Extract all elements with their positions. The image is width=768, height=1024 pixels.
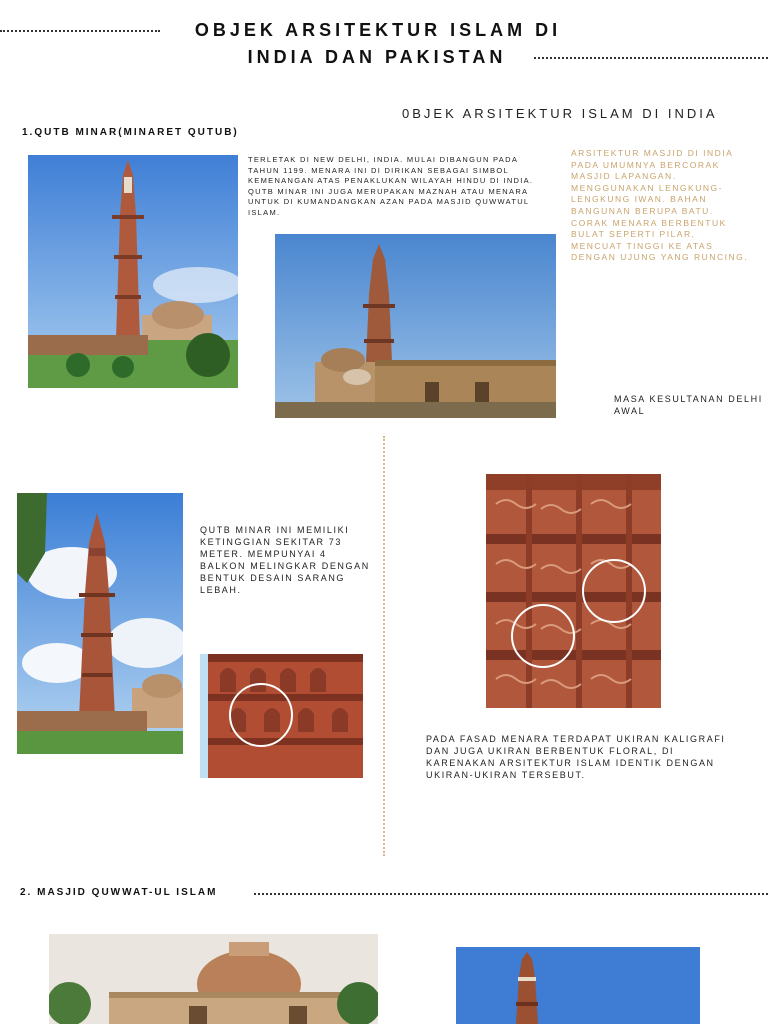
page-title-line1: OBJEK ARSITEKTUR ISLAM DI — [194, 20, 562, 40]
title-rule-left — [0, 30, 160, 32]
section-heading-india: 0BJEK ARSITEKTUR ISLAM DI INDIA — [402, 106, 718, 121]
item2-heading: 2. MASJID QUWWAT-UL ISLAM — [20, 887, 218, 898]
title-rule-right — [534, 57, 768, 59]
balcony-detail-photo — [200, 654, 363, 778]
page-title-line2: INDIA DAN PAKISTAN — [247, 47, 507, 67]
india-architecture-intro: ARSITEKTUR MASJID DI INDIA PADA UMUMNYA BERCORAK MASJID LAPANGAN. MENGGUNAKAN LENGKUNG-LENGKUNG IWAN. BAHAN BANGUNAN BERUPA BATU. CORAK MENARA BERBENTUK BULAT SEPERTI PILAR, MENCUAT TINGGI KE ATAS DENGAN UJUNG YANG RUNCING. — [571, 148, 749, 263]
item2-rule — [254, 893, 768, 895]
qutb-minar-photo-3 — [17, 493, 183, 754]
column-divider — [383, 436, 385, 856]
calligraphy-detail-photo — [486, 474, 661, 708]
height-note: QUTB MINAR INI MEMILIKI KETINGGIAN SEKITAR 73 METER. MEMPUNYAI 4 BALKON MELINGKAR DENGAN BENTUK DESAIN SARANG LEBAH. — [200, 525, 370, 595]
masjid-dome-photo — [49, 934, 378, 1024]
minaret-top-photo — [456, 947, 700, 1024]
facade-note: PADA FASAD MENARA TERDAPAT UKIRAN KALIGRAFI DAN JUGA UKIRAN BERBENTUK FLORAL, DI KARENAKAN ARSITEKTUR ISLAM IDENTIK DENGAN UKIRAN-UKIRAN TERSEBUT. — [426, 734, 726, 780]
item1-heading: 1.QUTB MINAR(MINARET QUTUB) — [22, 127, 239, 138]
qutb-minar-photo-2 — [275, 234, 556, 418]
era-label: MASA KESULTANAN DELHI AWAL — [614, 394, 763, 416]
qutb-minar-photo-1 — [28, 155, 238, 388]
item1-description: TERLETAK DI NEW DELHI, INDIA. MULAI DIBANGUN PADA TAHUN 1199. MENARA INI DI DIRIKAN SEBAGAI SIMBOL KEMENANGAN ATAS PENAKLUKAN WILAYAH HINDU DI INDIA. QUTB MINAR INI JUGA MERUPAKAN MAZNAH ATAU MENARA UNTUK DI KUMANDANGKAN AZAN PADA MASJID QUWWATUL ISLAM. — [248, 155, 534, 217]
